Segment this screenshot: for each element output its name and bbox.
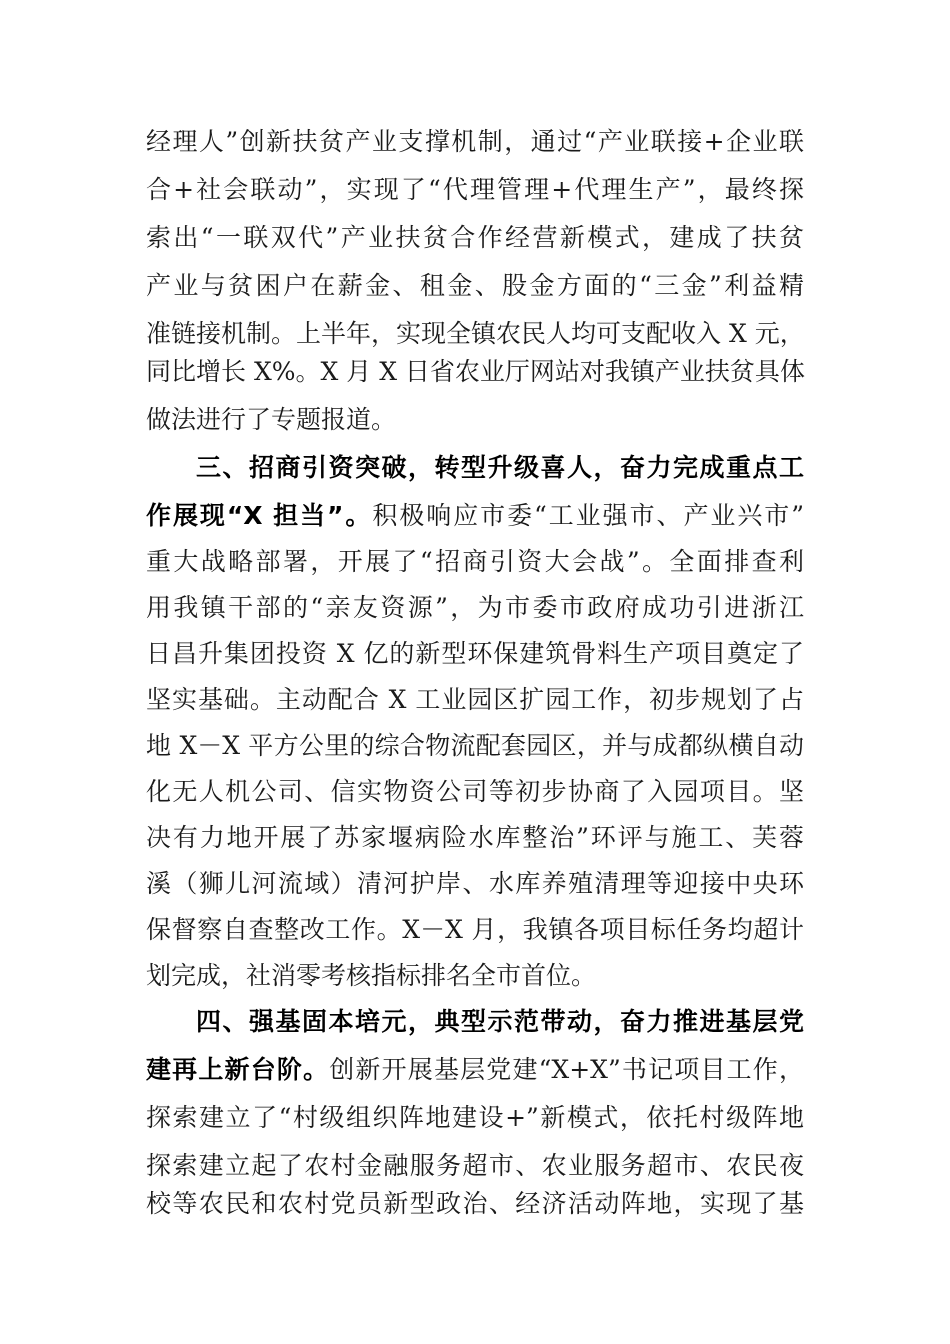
body-text-line: 探索建立起了农村金融服务超市、农业服务超市、农民夜 bbox=[146, 1151, 804, 1180]
body-text-line: 化无人机公司、信实物资公司等初步协商了入园项目。坚 bbox=[146, 777, 804, 806]
body-text-line: 溪（狮儿河流域）清河护岸、水库养殖清理等迎接中央环 bbox=[146, 869, 804, 898]
body-text-line: 保督察自查整改工作。X－X 月，我镇各项目标任务均超计 bbox=[146, 915, 804, 944]
section-heading: 四、强基固本培元，典型示范带动，奋力推进基层党 bbox=[196, 1007, 804, 1036]
body-text-line: 地 X－X 平方公里的综合物流配套园区，并与成都纵横自动 bbox=[146, 731, 804, 760]
body-text-line: 重大战略部署，开展了“招商引资大会战”。全面排查利 bbox=[146, 547, 804, 576]
body-text-line: 经理人”创新扶贫产业支撑机制，通过“产业联接+企业联 bbox=[146, 127, 804, 156]
body-text-line: 准链接机制。上半年，实现全镇农民人均可支配收入 X 元， bbox=[146, 319, 805, 348]
body-text-line: 合+社会联动”，实现了“代理管理+代理生产”，最终探 bbox=[146, 175, 804, 204]
body-text-line: 校等农民和农村党员新型政治、经济活动阵地，实现了基 bbox=[146, 1189, 804, 1218]
section-heading: 三、招商引资突破，转型升级喜人，奋力完成重点工 bbox=[196, 453, 804, 482]
body-text-span: 积极响应市委“工业强市、产业兴市” bbox=[372, 501, 804, 530]
body-text-line: 探索建立了“村级组织阵地建设+”新模式，依托村级阵地 bbox=[146, 1103, 804, 1132]
body-text-line: 划完成，社消零考核指标排名全市首位。 bbox=[146, 961, 597, 990]
body-text-line bbox=[146, 493, 804, 539]
body-text-line bbox=[146, 1047, 804, 1093]
body-text-line: 做法进行了专题报道。 bbox=[146, 405, 397, 434]
body-text-span: 创新开展基层党建“X+X”书记项目工作， bbox=[329, 1055, 804, 1084]
body-text-line: 同比增长 X%。X 月 X 日省农业厅网站对我镇产业扶贫具体 bbox=[146, 357, 805, 386]
body-text-line: 用我镇干部的“亲友资源”，为市委市政府成功引进浙江 bbox=[146, 593, 804, 622]
body-text-line: 索出“一联双代”产业扶贫合作经营新模式，建成了扶贫 bbox=[146, 223, 804, 252]
body-text-line: 产业与贫困户在薪金、租金、股金方面的“三金”利益精 bbox=[146, 271, 804, 300]
section-heading: 作展现“X 担当”。 bbox=[146, 501, 373, 530]
section-heading: 建再上新台阶。 bbox=[146, 1055, 330, 1084]
body-text-line: 日昌升集团投资 X 亿的新型环保建筑骨料生产项目奠定了 bbox=[146, 639, 804, 668]
body-text-line: 坚实基础。主动配合 X 工业园区扩园工作，初步规划了占 bbox=[146, 685, 804, 714]
body-text-line: 决有力地开展了苏家堰病险水库整治”环评与施工、芙蓉 bbox=[146, 823, 804, 852]
